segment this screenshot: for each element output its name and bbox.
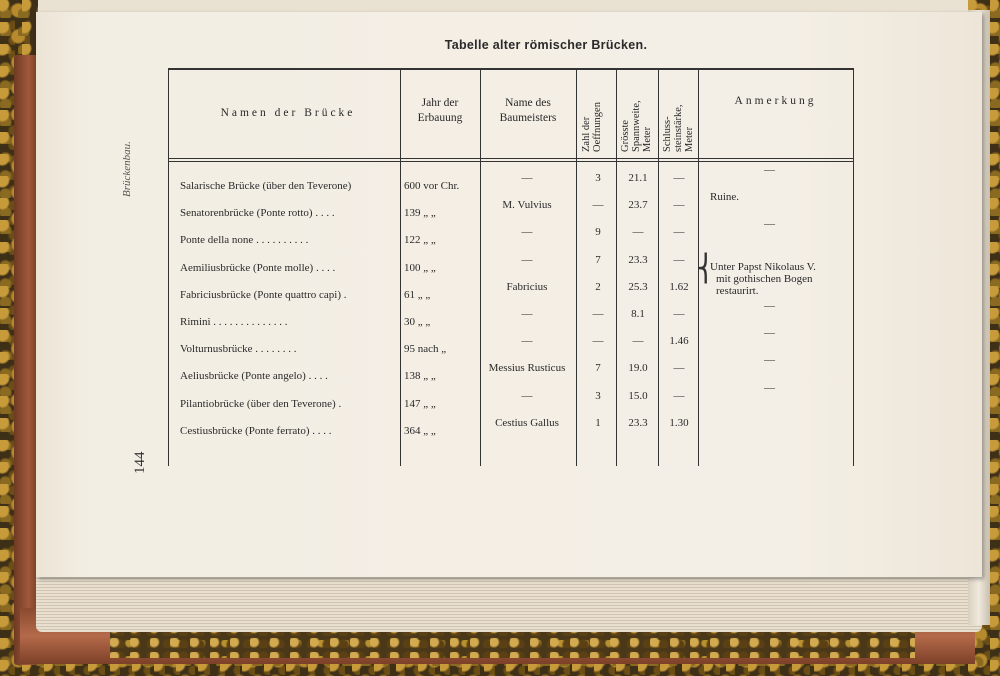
cell-keystone: — — [673, 253, 685, 266]
cell-openings: 7 — [595, 253, 601, 266]
cell-year: 100 „ „ — [404, 261, 436, 274]
cell-year: 122 „ „ — [404, 234, 436, 247]
cell-openings: — — [592, 199, 604, 212]
cell-architect: — — [521, 308, 533, 320]
cell-span: — — [632, 335, 644, 348]
cell-span: 15.0 — [628, 389, 648, 402]
cell-span: 21.1 — [628, 172, 648, 184]
cell-architect: Fabricius — [506, 280, 548, 293]
cell-name: Rimini . . . . . . . . . . . . . . — [180, 316, 288, 328]
cell-year: 61 „ „ — [404, 288, 431, 301]
cell-architect: Cestius Gallus — [495, 416, 559, 429]
cell-span: — — [632, 226, 644, 239]
cell-remark: — — [764, 354, 775, 367]
cell-name: Pilantiobrücke (über den Teverone) . — [180, 397, 342, 410]
cell-keystone: — — [673, 389, 685, 402]
cell-year: 95 nach „ — [404, 343, 447, 356]
cell-keystone: — — [673, 226, 685, 239]
cell-span: 19.0 — [628, 362, 648, 375]
cell-year: 147 „ „ — [404, 397, 436, 410]
cell-remark: — — [764, 381, 775, 394]
cell-span: 25.3 — [628, 280, 648, 293]
bridges-table — [168, 56, 854, 468]
cell-openings: 2 — [595, 280, 601, 293]
header-architect: Name des Baumeisters — [499, 97, 557, 124]
page-number: 144 — [132, 451, 148, 474]
header-year: Jahr der Erbauung — [417, 97, 463, 124]
cell-year: 30 „ „ — [404, 316, 431, 328]
cell-openings: 1 — [595, 416, 601, 429]
header-span: Grösste Spannweite, Meter — [620, 100, 653, 152]
combined-note: Unter Papst Nikolaus V. mit gothischen Bogen restaurirt. — [710, 261, 816, 297]
cell-architect: — — [521, 226, 533, 239]
cell-name: Salarische Brücke (über den Teverone) — [180, 180, 352, 192]
cell-name: Cestiusbrücke (Ponte ferrato) . . . . — [180, 424, 332, 437]
book-spine-leather — [14, 55, 38, 665]
cell-keystone: 1.46 — [669, 335, 689, 348]
cell-architect: M. Vulvius — [502, 199, 552, 212]
cell-span: 23.3 — [628, 416, 648, 429]
cell-remark: — — [764, 218, 775, 231]
cell-name: Ponte della none . . . . . . . . . . — [180, 234, 309, 247]
cell-architect: — — [521, 253, 533, 266]
cell-openings: — — [592, 335, 604, 348]
cell-remark: — — [764, 164, 775, 176]
cell-span: 23.3 — [628, 253, 648, 266]
cell-keystone: — — [673, 362, 685, 375]
cell-year: 138 „ „ — [404, 370, 436, 383]
cell-keystone: — — [673, 199, 685, 212]
cell-keystone: — — [673, 308, 685, 320]
cell-keystone: 1.30 — [669, 416, 689, 429]
cell-architect: Messius Rusticus — [488, 362, 566, 375]
cell-year: 364 „ „ — [404, 424, 436, 437]
running-header: Brückenbau. — [121, 141, 133, 197]
book-page — [36, 12, 982, 577]
cell-name: Aeliusbrücke (Ponte angelo) . . . . — [180, 370, 328, 383]
header-name: Namen der Brücke — [220, 107, 356, 119]
cell-name: Volturnusbrücke . . . . . . . . — [180, 343, 297, 356]
page-title: Tabelle alter römischer Brücken. — [444, 38, 648, 52]
cell-name: Aemiliusbrücke (Ponte molle) . . . . — [180, 261, 336, 274]
cell-year: 139 „ „ — [404, 207, 436, 220]
cell-openings: 3 — [595, 172, 601, 184]
cell-span: 8.1 — [631, 308, 645, 320]
cell-name: Senatorenbrücke (Ponte rotto) . . . . — [180, 207, 335, 220]
cell-openings: — — [592, 308, 604, 320]
cell-architect: — — [521, 335, 533, 348]
cell-openings: 9 — [595, 226, 601, 239]
header-keystone: Schluss- steinstärke, Meter — [662, 104, 695, 152]
cell-openings: 3 — [595, 389, 601, 402]
header-remark: Anmerkung — [734, 95, 817, 107]
cell-keystone: — — [673, 172, 685, 184]
cell-year: 600 vor Chr. — [404, 180, 460, 192]
cell-openings: 7 — [595, 362, 601, 375]
cell-architect: — — [521, 172, 533, 184]
cell-keystone: 1.62 — [669, 280, 689, 293]
cell-remark: — — [764, 327, 775, 340]
cell-span: 23.7 — [628, 199, 648, 212]
header-openings: Zahl der Oeffnungen — [581, 102, 603, 152]
cell-architect: — — [521, 389, 533, 402]
cell-name: Fabriciusbrücke (Ponte quattro capi) . — [180, 288, 347, 301]
note-brace: ⎨ — [696, 254, 716, 283]
cell-remark: — — [764, 300, 775, 312]
cell-remark: Ruine. — [710, 191, 740, 204]
